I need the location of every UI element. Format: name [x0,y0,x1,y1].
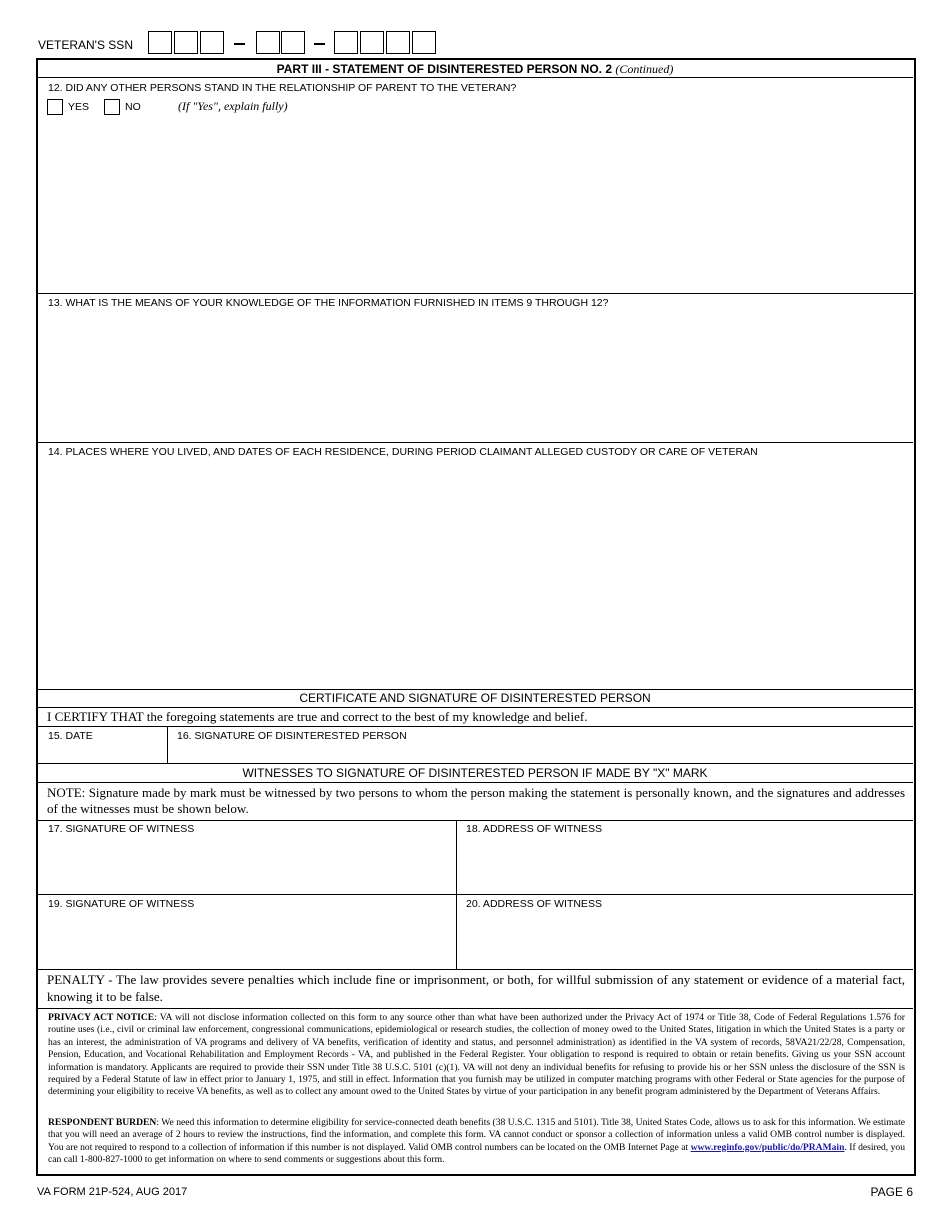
divider [37,707,913,708]
ssn-digit-box[interactable] [148,31,172,54]
burden-heading: RESPONDENT BURDEN [48,1117,157,1128]
witness17-signature-label: 17. SIGNATURE OF WITNESS [48,823,195,835]
item14-question: 14. PLACES WHERE YOU LIVED, AND DATES OF EACH RESIDENCE, DURING PERIOD CLAIMANT ALLEGED CUSTODY OR CARE OF VETERAN [48,446,758,458]
penalty-statement: PENALTY - The law provides severe penalties which include fine or imprisonment, or both, for willful submission of any statement or evidence of a material fact, knowing it to be false. [47,972,905,1004]
signature-field[interactable] [172,744,908,761]
item12-yes-checkbox[interactable] [47,99,63,115]
omb-link[interactable]: www.reginfo.gov/public/do/PRAMain [690,1141,845,1153]
item12-no-checkbox[interactable] [104,99,120,115]
certificate-title: CERTIFICATE AND SIGNATURE OF DISINTERESTED PERSON [299,691,651,705]
ssn-digit-box[interactable] [256,31,280,54]
item12-yes-label: YES [68,101,90,113]
divider [37,689,913,690]
ssn-digit-box[interactable] [386,31,410,54]
item12-answer-area[interactable] [40,118,908,290]
witness17-signature-field[interactable] [40,838,452,891]
date-label: 15. DATE [48,730,93,742]
divider [37,77,913,78]
witness18-address-field[interactable] [460,838,908,891]
divider [37,442,913,443]
item12-question: 12. DID ANY OTHER PERSONS STAND IN THE RELATIONSHIP OF PARENT TO THE VETERAN? [48,82,517,94]
witness20-address-label: 20. ADDRESS OF WITNESS [466,898,602,910]
witness19-signature-field[interactable] [40,913,452,966]
witness18-address-label: 18. ADDRESS OF WITNESS [466,823,602,835]
privacy-act-notice [48,1012,905,1099]
date-field[interactable] [40,744,164,761]
divider [37,726,913,727]
page-number: PAGE 6 [870,1185,913,1199]
form-identifier: VA FORM 21P-524, AUG 2017 [37,1186,188,1198]
privacy-text: : VA will not disclose information collected on this form to any source other than what have been authorized under the Privacy Act of 1974 or Title 38, Code of Federal Regulations 1.576 for routine uses (i.e., civil or criminal law enforcement, congressional communications, epidemiological or research studies, the collection of money owed to the United States, litigation in which the United States is a party or has an interest, the administration of VA programs and delivery of VA benefits, verification of identity and status, and personnel administration) as identified in the VA system of records, 58VA21/22/28, Compensation, Pension, Education, and Vocational Rehabilitation and Employment Records - VA, and published in the Federal Register. Your obligation to respond is required to obtain or retain benefits. Giving us your SSN account information is mandatory. Applicants are required to provide their SSN under Title 38 U.S.C. 5101 (c)(1). VA will not deny an individual benefits for refusing to provide his or her SSN unless the disclosure of the SSN is required by a Federal Statute of law in effect prior to January 1, 1975, and still in effect. Information that you furnish may be utilized in computer matching programs with other Federal or State agencies for the purpose of determining your eligibility to receive VA benefits, as well as to collect any amount owed to the United States by virtue of your participation in any benefit program administered by the Department of Veterans Affairs. [48,1012,905,1098]
ssn-label: VETERAN'S SSN [38,38,133,52]
ssn-digit-box[interactable] [360,31,384,54]
witnesses-title: WITNESSES TO SIGNATURE OF DISINTERESTED PERSON IF MADE BY "X" MARK [242,766,708,780]
divider [37,293,913,294]
divider [37,969,913,970]
respondent-burden [48,1117,905,1167]
item13-question: 13. WHAT IS THE MEANS OF YOUR KNOWLEDGE OF THE INFORMATION FURNISHED IN ITEMS 9 THROUGH 12? [48,297,609,309]
ssn-separator [314,43,325,45]
divider [37,894,913,895]
burden-text-after: . If desired, you can call 1-800-827-1000 to get information on where to send comments or suggestions about this form. [48,1141,905,1166]
item13-answer-area[interactable] [40,312,908,438]
item12-no-label: NO [125,101,141,113]
burden-text: : We need this information to determine eligibility for service-connected death benefits (38 U.S.C. 1315 and 5101). Title 38, United States Code, allows us to ask for this information. We estimate that you will need an average of 2 hours to review the instructions, find the information, and complete this form. VA cannot conduct or sponsor a collection of information unless a valid OMB control number is displayed. You are not required to respond to a collection of information if this number is not displayed. Valid OMB control numbers can be located on the OMB Internet Page at [48,1117,905,1153]
signature-label: 16. SIGNATURE OF DISINTERESTED PERSON [177,730,407,742]
item12-explain-hint: (If "Yes", explain fully) [178,99,288,113]
divider [37,820,913,821]
privacy-heading: PRIVACY ACT NOTICE [48,1012,155,1023]
divider [37,763,913,764]
divider [37,1008,913,1009]
ssn-digit-box[interactable] [412,31,436,54]
ssn-digit-box[interactable] [174,31,198,54]
ssn-separator [234,43,245,45]
certificate-statement: I CERTIFY THAT the foregoing statements are true and correct to the best of my knowledge and belief. [47,709,588,724]
divider [167,726,168,763]
part3-header [37,62,913,77]
part3-title-suffix: (Continued) [615,62,674,76]
witness19-signature-label: 19. SIGNATURE OF WITNESS [48,898,195,910]
ssn-digit-box[interactable] [334,31,358,54]
divider [37,782,913,783]
ssn-digit-box[interactable] [200,31,224,54]
witness20-address-field[interactable] [460,913,908,966]
witnesses-note: NOTE: Signature made by mark must be witnessed by two persons to whom the person making the statement is personally known, and the signatures and addresses of the witnesses must be shown below. [47,785,905,816]
item14-answer-area[interactable] [40,462,908,686]
part3-title: PART III - STATEMENT OF DISINTERESTED PERSON NO. 2 [276,62,612,76]
ssn-digit-box[interactable] [281,31,305,54]
